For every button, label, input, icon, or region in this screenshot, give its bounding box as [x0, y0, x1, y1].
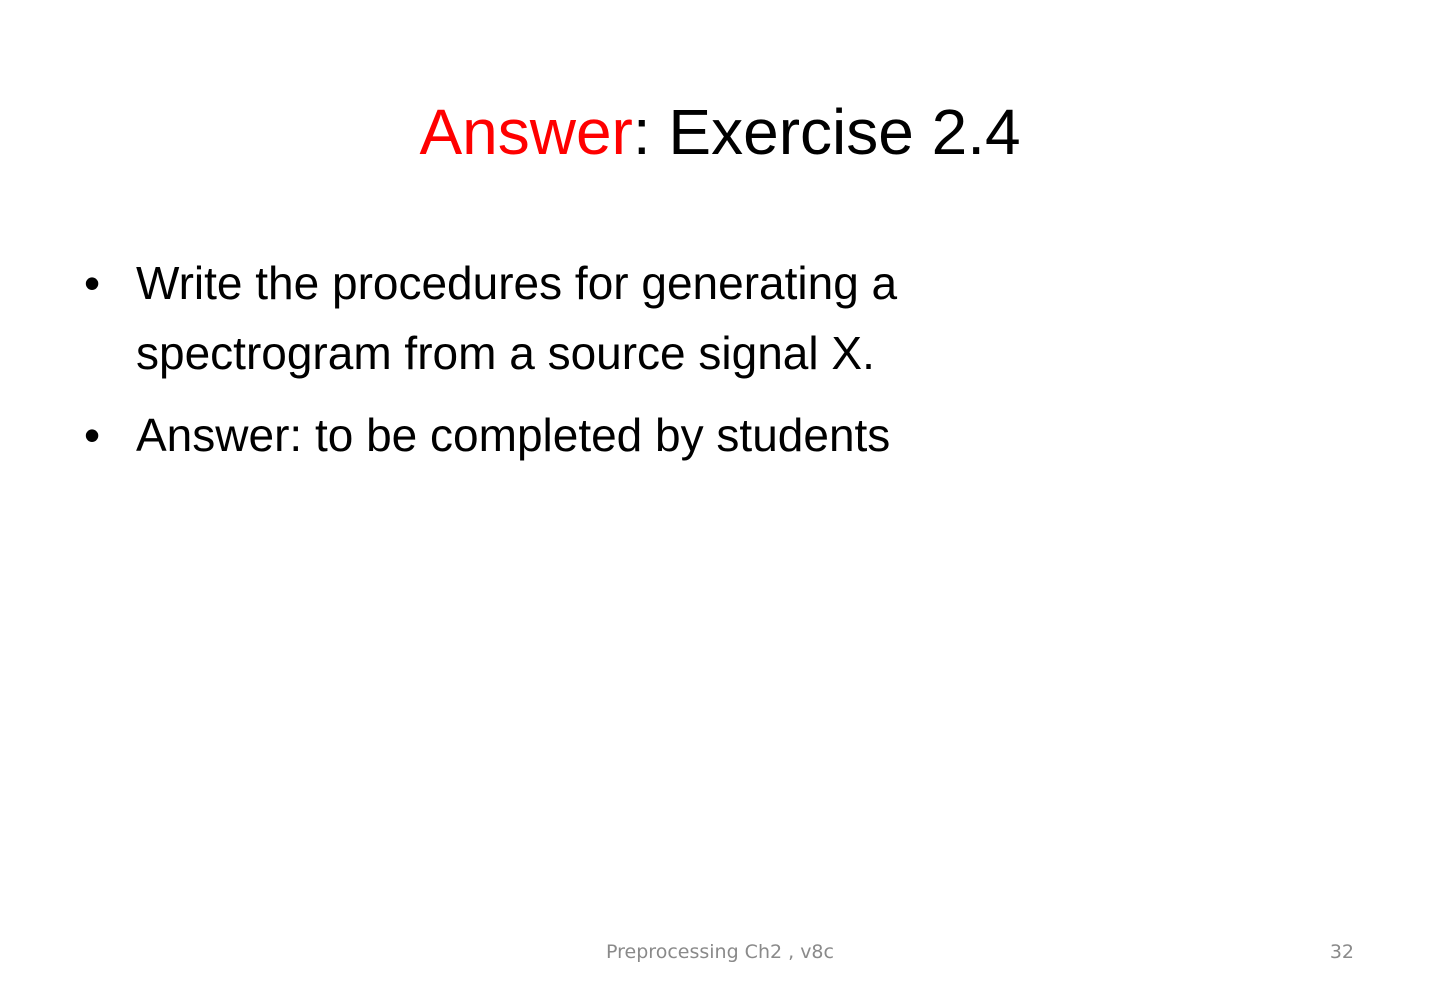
bullet-item — [84, 400, 1084, 470]
page-number: 32 — [1329, 941, 1354, 963]
slide-title — [0, 88, 1440, 176]
title-rest: : Exercise 2.4 — [632, 96, 1021, 168]
bullet-text: Answer: to be completed by students — [136, 409, 891, 461]
bullet-text: Write the procedures for generating a spectrogram from a source signal X. — [136, 257, 898, 379]
title-accent: Answer — [419, 96, 633, 168]
bullet-list — [84, 248, 1084, 482]
slide-footer: Preprocessing Ch2 , v8c — [606, 941, 834, 963]
bullet-item — [84, 248, 1084, 388]
bullet-dot-icon: • — [84, 257, 101, 309]
bullet-dot-icon: • — [84, 409, 101, 461]
